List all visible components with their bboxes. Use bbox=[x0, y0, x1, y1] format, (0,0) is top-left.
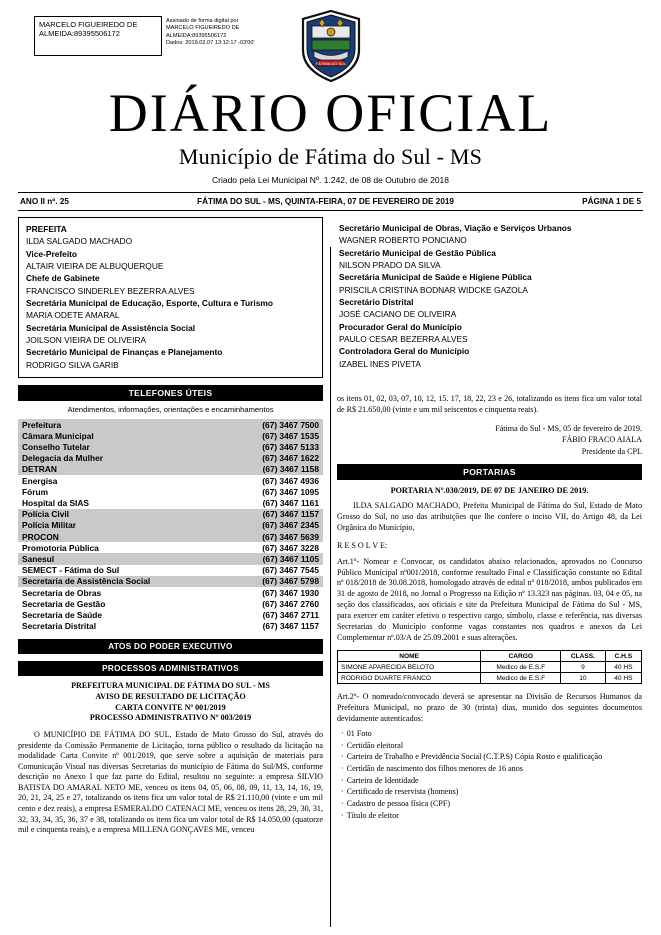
phone-name: Secretaria de Gestão bbox=[22, 598, 106, 609]
official-role: Procurador Geral do Município bbox=[339, 321, 462, 332]
phone-name: Câmara Municipal bbox=[22, 430, 94, 441]
officials-box-right bbox=[337, 217, 642, 370]
notice-heading-line2: AVISO DE RESULTADO DE LICITAÇÃO bbox=[95, 691, 246, 701]
portaria-title: PORTARIA Nº.030/2019, DE 07 DE JANEIRO DE 2019. bbox=[390, 485, 589, 495]
resolve-label: R E S O L V E: bbox=[337, 540, 388, 550]
table-row bbox=[18, 464, 323, 475]
column-divider bbox=[330, 247, 331, 927]
masthead-law: Criado pela Lei Municipal Nº. 1.242, de 08 de Outubro de 2018 bbox=[211, 175, 449, 185]
table-row bbox=[18, 598, 323, 609]
phone-number: (67) 3467 7500 bbox=[262, 419, 319, 430]
table-row bbox=[18, 553, 323, 564]
phone-name: Energisa bbox=[22, 475, 58, 486]
nominees-table bbox=[337, 650, 642, 684]
notice-heading-line3: CARTA CONVITE Nº 001/2019 bbox=[115, 702, 226, 712]
official-role: Secretária Municipal de Educação, Esporte, Cultura e Turismo bbox=[26, 298, 273, 309]
notice-heading bbox=[18, 681, 323, 725]
official-role: Secretária Municipal de Assistência Social bbox=[26, 322, 196, 333]
issue-year: ANO II nº. 25 bbox=[20, 197, 69, 206]
signature-name-line1: MARCELO FIGUEIREDO DE bbox=[39, 20, 138, 29]
portaria-art1: Art.1º- Nomear e Convocar, os candidatos abaixo relacionados, aprovados no Concurso Público Municipal nº001/2018, conforme resultado Final e Classificação constante no Edital nº 018/2018 de 30.08.2018, homologado através de edital nº 018/2018, ambos publicados em 31 de agosto de 2018, no Jornal o Progresso na Edição nº 13.323 nas páginas. 03, 04 e 05, na seção dos classificados, aos oficiais e site da Prefeitura Municipal de Fátima do Sul - MS, para exercer em caráter efetivo o respectivo cargo, símbolo, classe e referência, nas diversas Secretarias do Município conforme vagas constantes nos quadros e anexos da Lei Complementar nº.03/A de 25.09.2001 e suas alterações. bbox=[337, 556, 642, 643]
portaria-art2: Art.2º- O nomeado/convocado deverá se apresentar na Divisão de Recursos Humanos da Prefeitura Municipal, no prazo de 30 (trinta) dias, munido dos seguintes documentos devidamente autenticados: bbox=[337, 692, 642, 723]
useful-phones-table bbox=[18, 419, 323, 632]
table-row bbox=[18, 486, 323, 497]
phone-number: (67) 3467 1157 bbox=[262, 621, 319, 632]
masthead-subtitle: Município de Fátima do Sul - MS bbox=[178, 144, 483, 169]
phone-number: (67) 3467 1622 bbox=[262, 453, 319, 464]
phone-number: (67) 3467 1105 bbox=[262, 553, 319, 564]
signature-person-role: Presidente da CPL bbox=[581, 446, 642, 456]
table-row bbox=[18, 419, 323, 430]
official-name: FRANCISCO SINDERLEY BEZERRA ALVES bbox=[26, 285, 195, 296]
table-row bbox=[18, 565, 323, 576]
official-name: PAULO CESAR BEZERRA ALVES bbox=[339, 334, 468, 345]
phone-number: (67) 3467 1535 bbox=[262, 430, 319, 441]
signature-name-line2: ALMEIDA:89395506172 bbox=[39, 29, 120, 39]
cell-nome: RODRIGO DUARTE FRANCO bbox=[338, 673, 481, 684]
table-row bbox=[338, 662, 642, 673]
table-header-row bbox=[338, 651, 642, 662]
cell-class: 9 bbox=[561, 662, 606, 673]
table-row bbox=[18, 442, 323, 453]
column-header-nome: NOME bbox=[338, 651, 481, 662]
section-bar-atos-executivo: ATOS DO PODER EXECUTIVO bbox=[18, 639, 323, 654]
official-name: JOSÉ CACIANO DE OLIVEIRA bbox=[339, 309, 457, 320]
list-item: · Certificado de reservista (homens) bbox=[341, 786, 642, 798]
section-bar-telefones: TELEFONES ÚTEIS bbox=[18, 385, 323, 401]
table-row bbox=[18, 475, 323, 486]
signature-person-name: FÁBIO FRACO AIALA bbox=[561, 435, 642, 445]
cell-class: 10 bbox=[561, 673, 606, 684]
portaria-intro: ILDA SALGADO MACHADO, Prefeita Municipal de Fátima do Sul, Estado de Mato Grosso do Sul, no uso das atribuições que lhe confere o inciso VII, do Artigo 48, da Lei Orgânica do Município, bbox=[337, 500, 642, 532]
notice-heading-line1: PREFEITURA MUNICIPAL DE FÁTIMA DO SUL - MS bbox=[71, 680, 270, 690]
phone-name: DETRAN bbox=[22, 464, 57, 475]
official-role: Controladora Geral do Município bbox=[339, 346, 470, 357]
column-header-class: CLASS. bbox=[561, 651, 606, 662]
svg-text:FÁTIMA DO SUL: FÁTIMA DO SUL bbox=[315, 61, 346, 66]
signature-meta-line4: Dados: 2019.02.07 13:12:17 -03'00' bbox=[166, 39, 255, 46]
page-title: DIÁRIO OFICIAL bbox=[108, 83, 553, 143]
phone-name: Secretaria Distrital bbox=[22, 621, 97, 632]
official-name: MARIA ODETE AMARAL bbox=[26, 310, 120, 321]
section-bar-processos: PROCESSOS ADMINISTRATIVOS bbox=[18, 661, 323, 676]
phone-number: (67) 3467 2760 bbox=[262, 598, 319, 609]
phone-number: (67) 3467 7545 bbox=[262, 565, 319, 576]
table-row bbox=[18, 609, 323, 620]
table-row bbox=[18, 430, 323, 441]
phone-number: (67) 3467 3228 bbox=[262, 542, 319, 553]
phone-name: Promotoria Pública bbox=[22, 542, 99, 553]
list-item: · Cadastro de pessoa física (CPF) bbox=[341, 798, 642, 810]
right-column bbox=[337, 217, 642, 836]
phone-name: Hospital da SIAS bbox=[22, 498, 90, 509]
phone-name: SEMECT - Fátima do Sul bbox=[22, 565, 120, 576]
phone-number: (67) 3467 5639 bbox=[262, 531, 319, 542]
masthead bbox=[18, 83, 643, 185]
official-role: PREFEITA bbox=[26, 224, 67, 234]
issue-info-bar bbox=[18, 193, 643, 211]
phone-number: (67) 3467 1158 bbox=[262, 464, 319, 475]
coat-of-arms-icon bbox=[300, 10, 362, 82]
list-item: · Certidão de nascimento dos filhos menores de 16 anos bbox=[341, 763, 642, 775]
table-row bbox=[18, 587, 323, 598]
official-name: IZABEL INES PIVETA bbox=[339, 358, 421, 369]
table-row bbox=[18, 453, 323, 464]
officials-box-left bbox=[18, 217, 323, 378]
list-item: · 01 Foto bbox=[341, 728, 642, 740]
official-role: Secretário Distrital bbox=[339, 297, 414, 308]
official-role: Secretário Municipal de Gestão Pública bbox=[339, 247, 496, 258]
table-row bbox=[338, 673, 642, 684]
table-row bbox=[18, 576, 323, 587]
list-item: · Título de eleitor bbox=[341, 810, 642, 822]
signature-meta-line2: MARCELO FIGUEIREDO DE bbox=[166, 25, 240, 32]
table-row bbox=[18, 497, 323, 508]
digital-signature-block bbox=[34, 16, 302, 56]
phone-name: PROCON bbox=[22, 531, 59, 542]
phone-name: Polícia Civil bbox=[22, 509, 70, 520]
column-header-chs: C.H.S bbox=[605, 651, 641, 662]
table-row bbox=[18, 621, 323, 632]
official-name: ALTAIR VIEIRA DE ALBUQUERQUE bbox=[26, 261, 164, 272]
table-row bbox=[18, 531, 323, 542]
notice-signature bbox=[337, 423, 642, 457]
signature-meta bbox=[166, 16, 286, 47]
left-column bbox=[18, 217, 323, 836]
official-name: WAGNER ROBERTO PONCIANO bbox=[339, 235, 467, 246]
table-row bbox=[18, 542, 323, 553]
phone-number: (67) 3467 5133 bbox=[262, 442, 319, 453]
signature-place-date: Fátima do Sul - MS, 05 de fevereiro de 2019. bbox=[495, 423, 642, 433]
issue-date: FÁTIMA DO SUL - MS, QUINTA-FEIRA, 07 DE FEVEREIRO DE 2019 bbox=[197, 197, 454, 206]
phone-name: Conselho Tutelar bbox=[22, 442, 90, 453]
notice-continuation: os itens 01, 02, 03, 07, 10, 12, 15. 17, 18, 22, 23 e 26, totalizando os itens fica um valor total de R$ 21.650,00 (vinte e um mil seiscentos e cinquenta reais). bbox=[337, 394, 642, 415]
official-name: RODRIGO SILVA GARIB bbox=[26, 359, 119, 370]
phone-name: Sanesul bbox=[22, 553, 55, 564]
official-role: Secretário Municipal de Obras, Viação e Serviços Urbanos bbox=[339, 223, 572, 233]
cell-cargo: Medico de E.S.F bbox=[481, 673, 561, 684]
official-name: PRISCILA CRISTINA BODNAR WIDCKE GAZOLA bbox=[339, 284, 528, 295]
issue-page: PÁGINA 1 DE 5 bbox=[582, 197, 641, 206]
table-row bbox=[18, 509, 323, 520]
notice-body: O MUNICÍPIO DE FÁTIMA DO SUL, Estado de Mato Grosso do Sul, através do presidente da Comissão Permanente de Licitação, torna público o resultado da licitação na modalidade Carta Convite nº 001/2019, que serve sobre a aquisição de materiais para Comunicação Visual nas diversas Secretarias do município de Fátima do Sul/MS, conforme descrição no Anexo I que faz parte do Edital, resultou no seguinte: a empresa SILVIO BATISTA DO AMARAL NETO ME, venceu os itens 04, 05, 06, 08, 09, 11, 13, 14, 16, 19, 20, 21, 24, 25 e 27, totalizando os itens fica um valor total de R$ 21.110,00 (vinte e um mil cento e dez reais), a empresa ESMERALDO CATENACI ME, venceu os itens 28, 29, 30, 31, 32, 33, 34, 35, 36, 37 e 38, totalizando os itens fica um valor total de R$ 14.050,00 (quatorze mil e cinquenta reais), e a empresa MILLENA GONÇAVES ME, venceu bbox=[18, 730, 323, 835]
official-name: JOILSON VIEIRA DE OLIVEIRA bbox=[26, 335, 147, 346]
signature-name-box bbox=[34, 16, 162, 56]
phone-name: Secretaria de Obras bbox=[22, 587, 102, 598]
list-item: · Carteira de Identidade bbox=[341, 775, 642, 787]
cell-cargo: Medico de E.S.F bbox=[481, 662, 561, 673]
phone-number: (67) 3467 4936 bbox=[262, 475, 319, 486]
notice-heading-line4: PROCESSO ADMINISTRATIVO Nº 003/2019 bbox=[89, 713, 252, 723]
phone-name: Prefeitura bbox=[22, 419, 62, 430]
phone-number: (67) 3467 2711 bbox=[262, 609, 319, 620]
table-row bbox=[18, 520, 323, 531]
official-name: ILDA SALGADO MACHADO bbox=[26, 236, 133, 247]
phone-name: Secretaria de Assistência Social bbox=[22, 576, 151, 587]
list-item: · Carteira de Trabalho e Previdência Social (C.T.P.S) Cópia Rosto e qualificação bbox=[341, 751, 642, 763]
phone-number: (67) 3467 1095 bbox=[262, 486, 319, 497]
phone-number: (67) 3467 1930 bbox=[262, 587, 319, 598]
phones-note: Atendimentos, informações, orientações e encaminhamentos bbox=[67, 405, 274, 415]
required-documents-list bbox=[337, 728, 642, 822]
phone-name: Delegacia da Mulher bbox=[22, 453, 103, 464]
phone-name: Fórum bbox=[22, 486, 49, 497]
phone-number: (67) 3467 1157 bbox=[262, 509, 319, 520]
cell-chs: 40 HS bbox=[605, 673, 641, 684]
official-role: Secretária Municipal de Saúde e Higiene Pública bbox=[339, 272, 532, 283]
official-name: NILSON PRADO DA SILVA bbox=[339, 260, 441, 271]
signature-meta-line3: ALMEIDA:89395506172 bbox=[166, 32, 227, 39]
column-header-cargo: CARGO bbox=[481, 651, 561, 662]
signature-meta-line1: Assinado de forma digital por bbox=[166, 18, 239, 24]
cell-chs: 40 HS bbox=[605, 662, 641, 673]
phone-name: Secretaria de Saúde bbox=[22, 609, 103, 620]
phone-number: (67) 3467 5798 bbox=[262, 576, 319, 587]
phone-number: (67) 3467 1161 bbox=[262, 498, 319, 509]
official-role: Vice-Prefeito bbox=[26, 248, 78, 259]
cell-nome: SIMONE APARECIDA BELOTO bbox=[338, 662, 481, 673]
phone-name: Polícia Militar bbox=[22, 520, 76, 531]
official-role: Secretário Municipal de Finanças e Planejamento bbox=[26, 347, 223, 358]
section-bar-portarias: PORTARIAS bbox=[337, 464, 642, 480]
phone-number: (67) 3467 2345 bbox=[262, 520, 319, 531]
official-role: Chefe de Gabinete bbox=[26, 273, 100, 284]
list-item: · Certidão eleitoral bbox=[341, 740, 642, 752]
